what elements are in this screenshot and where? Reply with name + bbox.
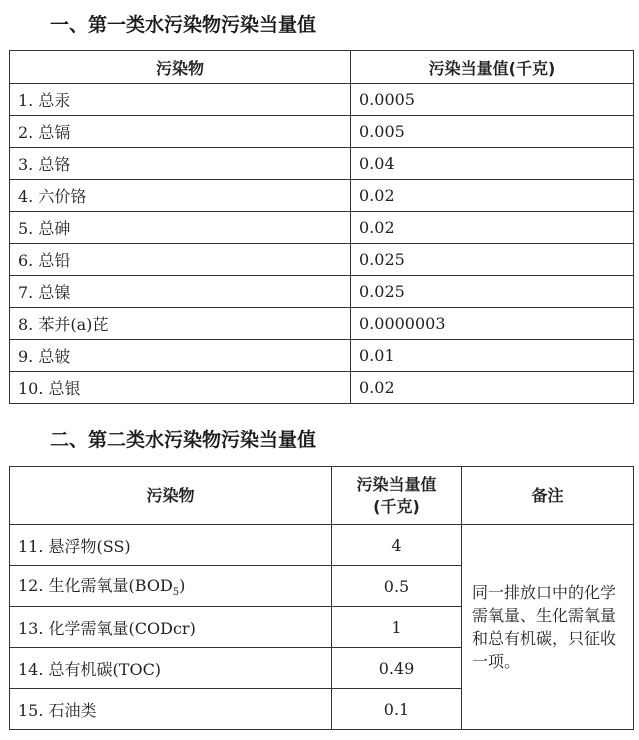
table-row: [10, 244, 634, 276]
table-row: [10, 340, 634, 372]
pollutant-name: 13. 化学需氧量(CODcr): [10, 607, 332, 648]
table-first-class-pollutants: [9, 50, 634, 404]
column-header-value: 污染当量值(千克): [351, 51, 634, 84]
pollutant-value: 0.5: [332, 566, 462, 607]
table-row: [10, 308, 634, 340]
table-row: [10, 276, 634, 308]
pollutant-value: 0.02: [351, 372, 634, 404]
note-cell: [462, 525, 634, 730]
table-header-row: [10, 467, 634, 525]
column-header-pollutant: 污染物: [10, 51, 351, 84]
pollutant-value: 1: [332, 607, 462, 648]
pollutant-name: 4. 六价铬: [10, 180, 351, 212]
pollutant-name-suffix: ): [179, 576, 186, 596]
pollutant-name: 8. 苯并(a)芘: [10, 308, 351, 340]
table-row: [10, 84, 634, 116]
column-header-pollutant: 污染物: [10, 467, 332, 525]
pollutant-name-prefix: 12. 生化需氧量(BOD: [18, 576, 173, 596]
pollutant-value: 0.02: [351, 180, 634, 212]
pollutant-name: 1. 总汞: [10, 84, 351, 116]
column-header-value-line2: (千克): [373, 496, 420, 516]
pollutant-name: 9. 总铍: [10, 340, 351, 372]
pollutant-value: 0.0005: [351, 84, 634, 116]
note-text: 同一排放口中的化学需氧量、生化需氧量和总有机碳，只征收一项。: [472, 583, 617, 671]
pollutant-name: 2. 总镉: [10, 116, 351, 148]
pollutant-value: 0.005: [351, 116, 634, 148]
pollutant-value: 0.025: [351, 276, 634, 308]
pollutant-name: 10. 总银: [10, 372, 351, 404]
pollutant-name: [10, 566, 332, 607]
pollutant-value: 0.0000003: [351, 308, 634, 340]
column-header-value-line1: 污染当量值: [356, 474, 437, 494]
pollutant-value: 0.01: [351, 340, 634, 372]
pollutant-value: 0.1: [332, 689, 462, 730]
table-row: [10, 525, 634, 566]
table-row: [10, 212, 634, 244]
table-row: [10, 148, 634, 180]
pollutant-name-subscript: 5: [172, 587, 180, 599]
section1-title: 一、第一类水污染物污染当量值: [50, 14, 317, 36]
pollutant-name: 14. 总有机碳(TOC): [10, 648, 332, 689]
pollutant-value: 0.49: [332, 648, 462, 689]
table-row: [10, 116, 634, 148]
pollutant-value: 0.02: [351, 212, 634, 244]
pollutant-value: 4: [332, 525, 462, 566]
section2-title: 二、第二类水污染物污染当量值: [50, 429, 317, 451]
pollutant-value: 0.04: [351, 148, 634, 180]
pollutant-name: 6. 总铅: [10, 244, 351, 276]
table-row: [10, 372, 634, 404]
table-header-row: [10, 51, 634, 84]
pollutant-name: 5. 总砷: [10, 212, 351, 244]
pollutant-name: 11. 悬浮物(SS): [10, 525, 332, 566]
table-second-class-pollutants: [9, 466, 634, 730]
pollutant-value: 0.025: [351, 244, 634, 276]
column-header-value: [332, 467, 462, 525]
column-header-note: 备注: [462, 467, 634, 525]
pollutant-name: 3. 总铬: [10, 148, 351, 180]
table-row: [10, 180, 634, 212]
pollutant-name: 15. 石油类: [10, 689, 332, 730]
pollutant-name: 7. 总镍: [10, 276, 351, 308]
